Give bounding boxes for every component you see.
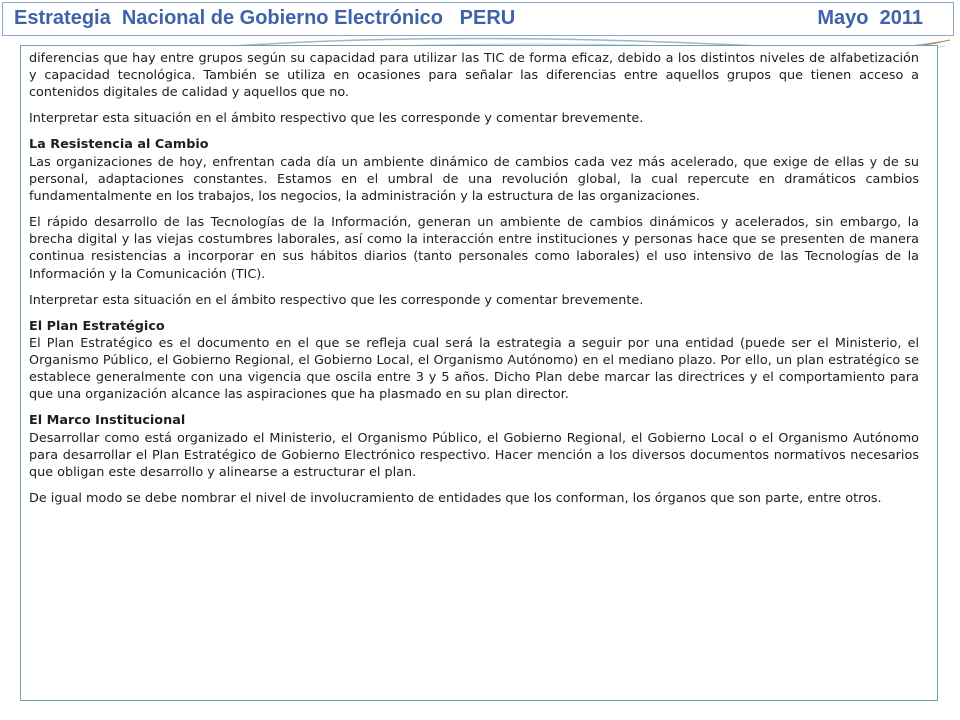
document-body <box>29 50 919 516</box>
plan-paragraph: El Plan Estratégico es el documento en el que se refleja cual será la estrategia a seguir por una entidad (puede ser el Ministerio, el Organismo Público, el Gobierno Regional, el Gobierno Local, el Organismo Autónomo) en el mediano plazo. Por ello, un plan estratégico se establece generalmente con una vigencia que oscila entre 3 y 5 años. Dicho Plan debe marcar las directrices y el comportamiento para que una organización alcance las aspiraciones que ha plasmado en su plan director. <box>29 335 919 403</box>
resistencia-paragraph-2: El rápido desarrollo de las Tecnologías de la Información, generan un ambiente de cambios dinámicos y acelerados, sin embargo, la brecha digital y las viejas costumbres laborales, así como la interacción entre instituciones y personas hace que se presenten de manera continua resistencias a incorporar en sus hábitos diarios (tanto personales como laborales) el uso intensivo de las Tecnologías de la Información y la Comunicación (TIC). <box>29 215 919 282</box>
resistencia-paragraph-1: Las organizaciones de hoy, enfrentan cada día un ambiente dinámico de cambios cada vez más acelerado, que exige de ellas y de su personal, adaptaciones constantes. Estamos en el umbral de una revolución global, la cual repercute en dramáticos cambios fundamentalmente en los trabajos, los negocios, la administración y la estructura de las organizaciones. <box>29 154 919 205</box>
heading-plan: El Plan Estratégico <box>29 318 165 334</box>
document-page <box>20 45 938 701</box>
presentation-date: Mayo 2011 <box>817 7 923 29</box>
heading-resistencia: La Resistencia al Cambio <box>29 137 209 153</box>
presentation-title: Estrategia Nacional de Gobierno Electrónico PERU <box>14 7 516 29</box>
instruction-paragraph-2: Interpretar esta situación en el ámbito respectivo que les corresponde y comentar brevemente. <box>29 292 644 308</box>
header-bar <box>2 2 954 36</box>
intro-paragraph: diferencias que hay entre grupos según su capacidad para utilizar las TIC de forma eficaz, debido a los distintos niveles de alfabetización y capacidad tecnológica. También se utiliza en ocasiones para señalar las diferencias entre aquellos grupos que tienen acceso a contenidos digitales de calidad y aquellos que no. <box>29 51 919 101</box>
marco-paragraph-2: De igual modo se debe nombrar el nivel de involucramiento de entidades que los conforman, los órganos que son parte, entre otros. <box>29 491 882 507</box>
section-resistencia <box>29 136 919 205</box>
section-marco <box>29 412 919 481</box>
heading-marco: El Marco Institucional <box>29 413 186 429</box>
instruction-paragraph-1: Interpretar esta situación en el ámbito respectivo que les corresponde y comentar brevemente. <box>29 111 644 127</box>
marco-paragraph-1: Desarrollar como está organizado el Ministerio, el Organismo Público, el Gobierno Regional, el Gobierno Local o el Organismo Autónomo para desarrollar el Plan Estratégico de Gobierno Electrónico respectivo. Hacer mención a los diversos documentos normativos necesarios que obligan este desarrollo y alinearse a estructurar el plan. <box>29 430 919 481</box>
section-plan <box>29 318 919 404</box>
